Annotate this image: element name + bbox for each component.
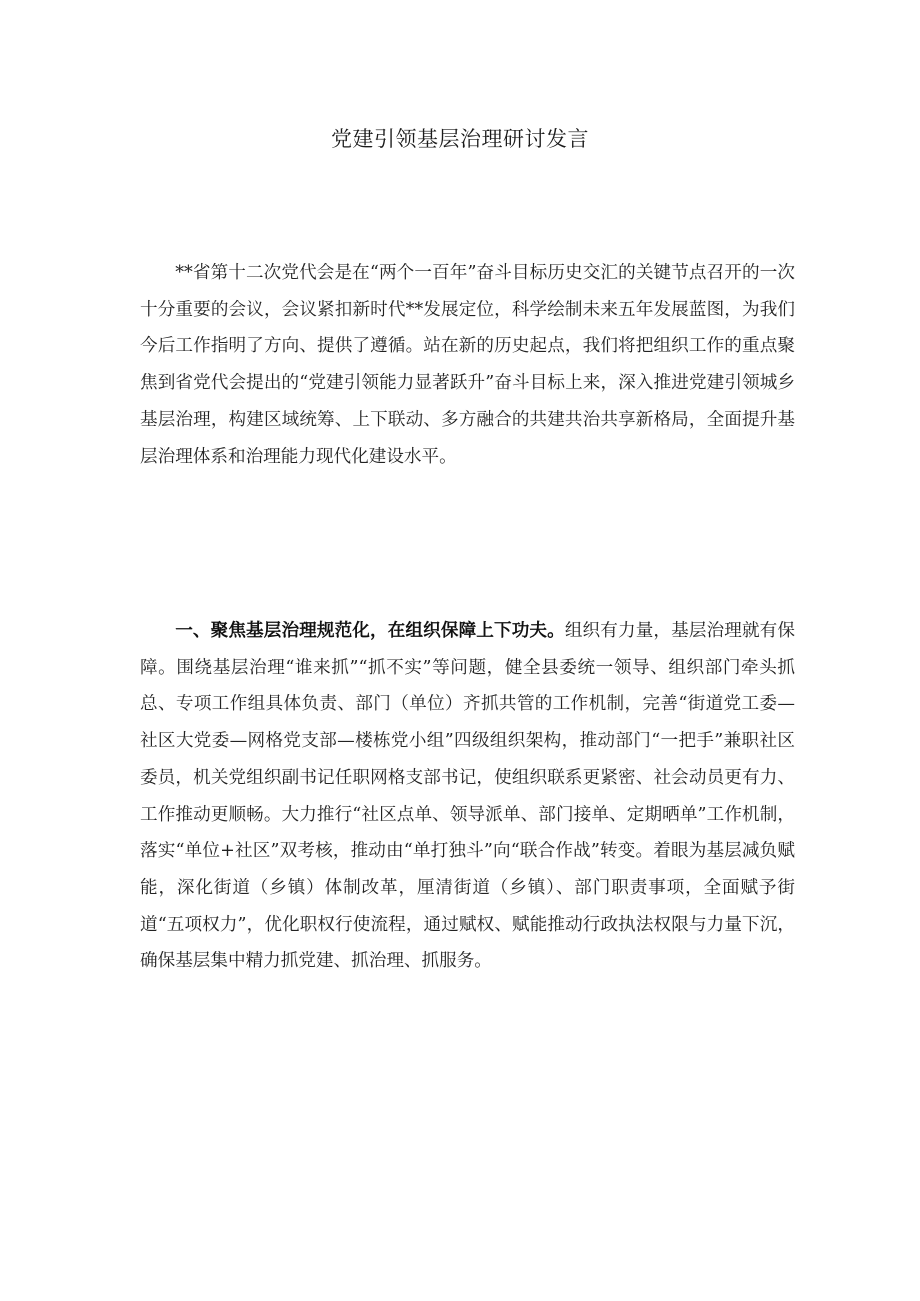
- paragraph-section-one: [140, 613, 795, 980]
- document-title: 党建引领基层治理研讨发言: [331, 127, 589, 151]
- paragraph-intro-text: **省第十二次党代会是在“两个一百年”奋斗目标历史交汇的关键节点召开的一次十分重要的会议，会议紧扣新时代**发展定位，科学绘制未来五年发展蓝图，为我们今后工作指明了方向、提供了遵循。站在新的历史起点，我们将把组织工作的重点聚焦到省党代会提出的“党建引领能力显著跃升”奋斗目标上来，深入推进党建引领城乡基层治理，构建区域统筹、上下联动、多方融合的共建共治共享新格局，全面提升基层治理体系和治理能力现代化建设水平。: [140, 263, 795, 467]
- paragraph-intro: [140, 255, 795, 475]
- section-one-heading: 一、聚焦基层治理规范化，在组织保障上下功夫。: [175, 621, 565, 641]
- section-one-text: 组织有力量，基层治理就有保障。围绕基层治理“谁来抓”“抓不实”等问题，健全县委统一领导、组织部门牵头抓总、专项工作组具体负责、部门（单位）齐抓共管的工作机制，完善“街道党工委—社区大党委—网格党支部—楼栋党小组”四级组织架构，推动部门“一把手”兼职社区委员，机关党组织副书记任职网格支部书记，使组织联系更紧密、社会动员更有力、工作推动更顺畅。大力推行“社区点单、领导派单、部门接单、定期晒单”工作机制，落实“单位+社区”双考核，推动由“单打独斗”向“联合作战”转变。着眼为基层减负赋能，深化街道（乡镇）体制改革，厘清街道（乡镇）、部门职责事项，全面赋予街道“五项权力”，优化职权行使流程，通过赋权、赋能推动行政执法权限与力量下沉，确保基层集中精力抓党建、抓治理、抓服务。: [140, 621, 795, 972]
